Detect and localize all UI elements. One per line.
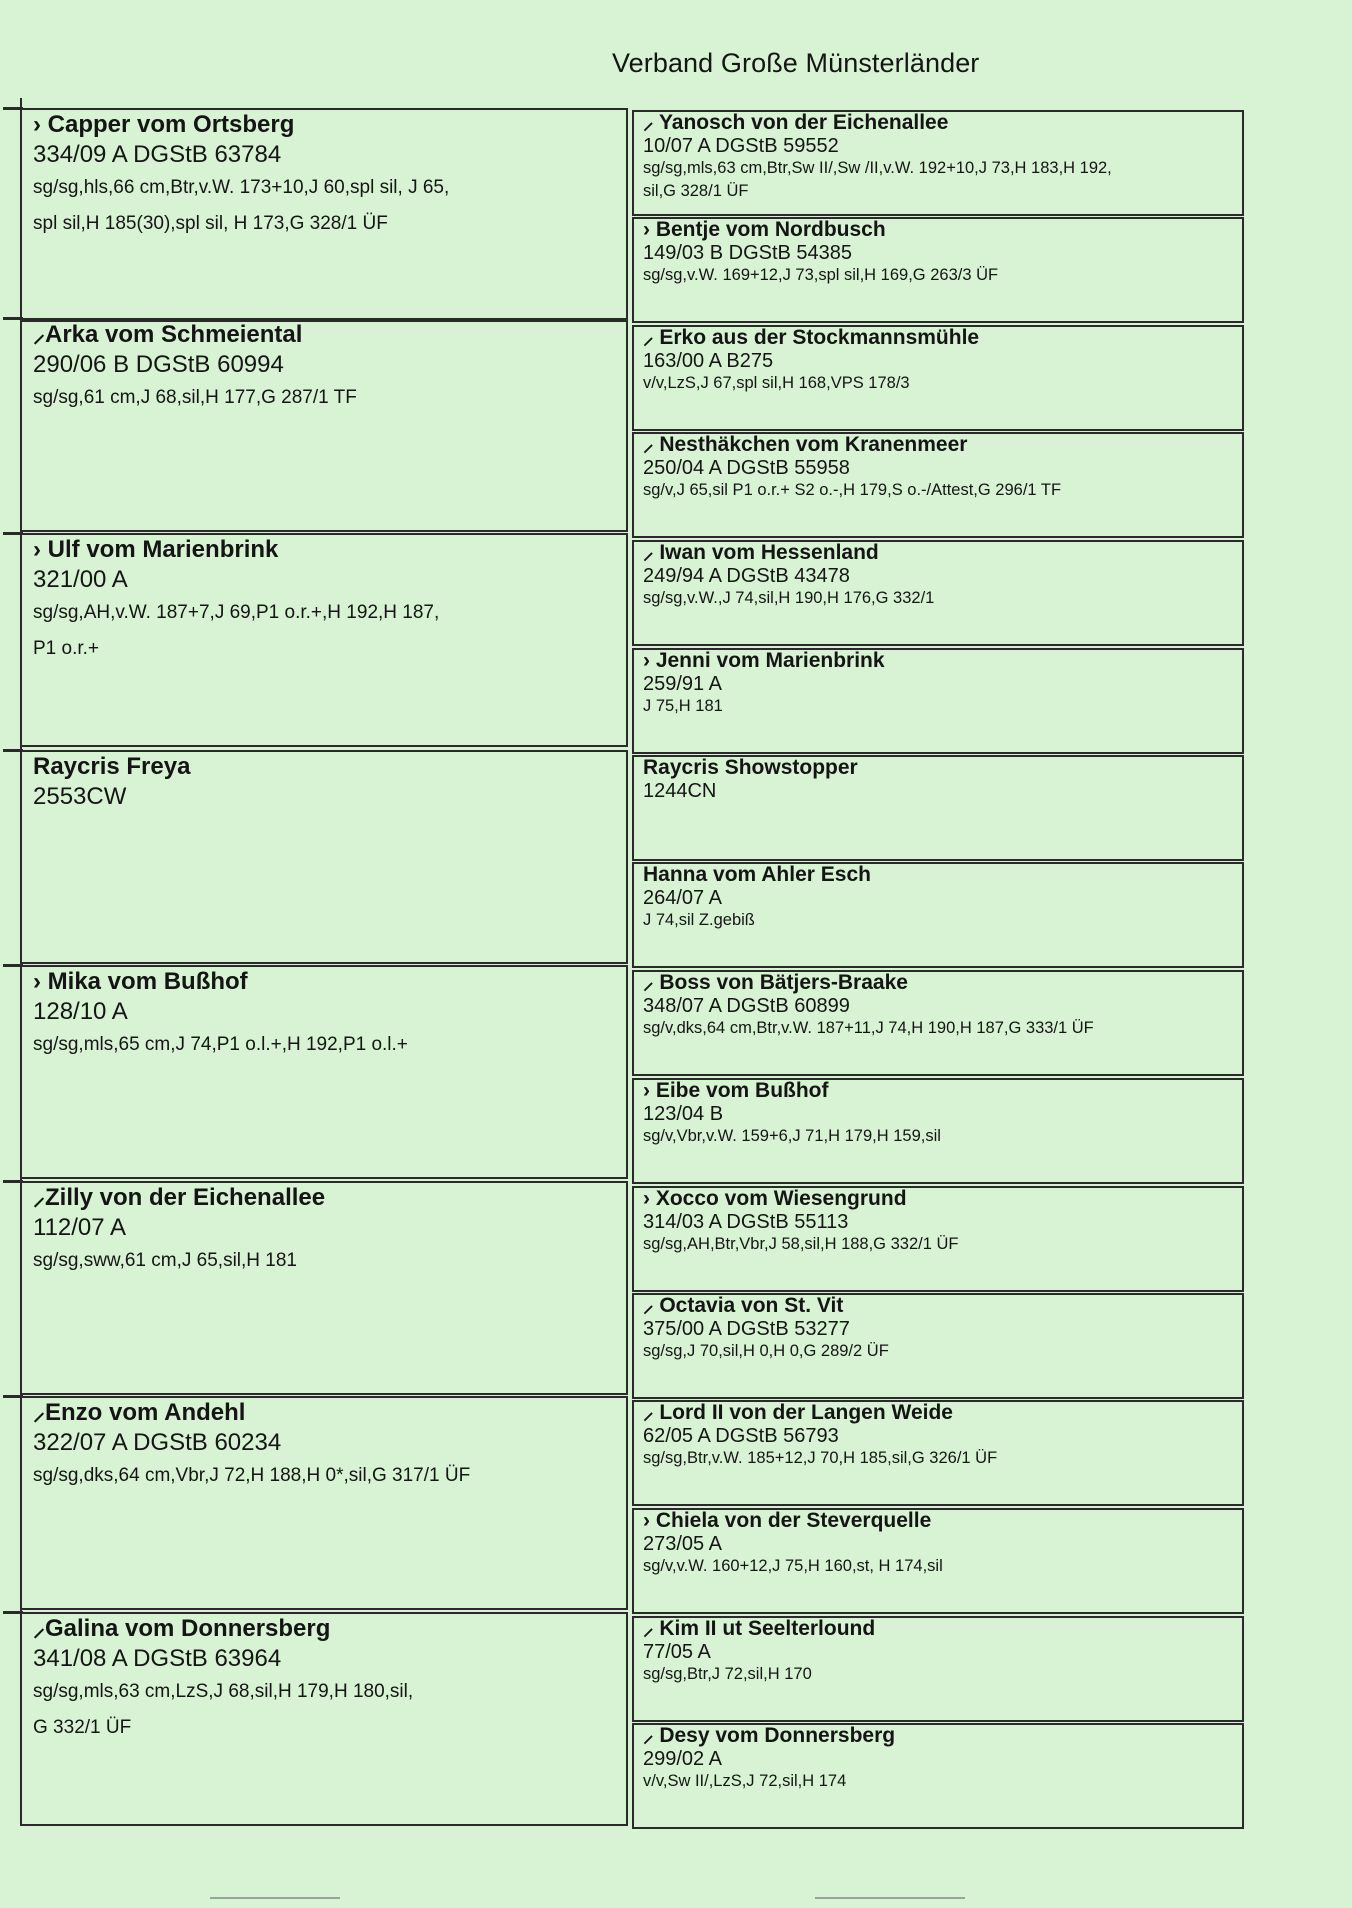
dog-details: sg/sg,v.W.,J 74,sil,H 190,H 176,G 332/1 bbox=[643, 589, 935, 607]
dog-name: ⸝ Iwan vom Hessenland bbox=[643, 541, 879, 564]
dog-name: ⸝Enzo vom Andehl bbox=[33, 1399, 246, 1426]
grandparent-entry bbox=[643, 1187, 958, 1256]
dog-registration: 163/00 A B275 bbox=[643, 350, 774, 372]
dog-name: ⸝Arka vom Schmeiental bbox=[33, 321, 303, 348]
dog-registration: 273/05 A bbox=[643, 1533, 722, 1555]
dog-name: › Jenni vom Marienbrink bbox=[643, 649, 885, 672]
grandparent-entry bbox=[643, 1401, 997, 1470]
dog-name: ⸝ Erko aus der Stockmannsmühle bbox=[643, 326, 980, 349]
dog-details: P1 o.r.+ bbox=[33, 638, 100, 659]
dog-name: ⸝Galina vom Donnersberg bbox=[33, 1615, 331, 1642]
left-tick-mark bbox=[3, 1611, 23, 1614]
dog-details: sg/v,v.W. 160+12,J 75,H 160,st, H 174,sil bbox=[643, 1557, 943, 1575]
dog-details: sg/sg,dks,64 cm,Vbr,J 72,H 188,H 0*,sil,G 317/1 ÜF bbox=[33, 1465, 471, 1486]
dog-name: › Chiela von der Steverquelle bbox=[643, 1509, 932, 1532]
parent-entry bbox=[33, 1398, 470, 1494]
footer-mark bbox=[210, 1897, 340, 1899]
dog-details: sg/v,J 65,sil P1 o.r.+ S2 o.-,H 179,S o.-/Attest,G 296/1 TF bbox=[643, 481, 1062, 499]
grandparent-entry bbox=[643, 1724, 895, 1793]
dog-details: sg/sg,mls,63 cm,Btr,Sw II/,Sw /II,v.W. 192+10,J 73,H 183,H 192, bbox=[643, 159, 1112, 177]
dog-details: sg/sg,J 70,sil,H 0,H 0,G 289/2 ÜF bbox=[643, 1342, 889, 1360]
dog-details: spl sil,H 185(30),spl sil, H 173,G 328/1 ÜF bbox=[33, 213, 388, 234]
dog-details: sil,G 328/1 ÜF bbox=[643, 182, 749, 200]
grandparent-entry bbox=[643, 1294, 889, 1363]
left-tick-mark bbox=[3, 317, 23, 320]
grandparent-entry bbox=[643, 1079, 941, 1148]
dog-registration: 62/05 A DGStB 56793 bbox=[643, 1425, 839, 1447]
footer-mark bbox=[815, 1897, 965, 1899]
dog-registration: 264/07 A bbox=[643, 887, 722, 909]
left-tick-mark bbox=[3, 1395, 23, 1398]
dog-registration: 249/94 A DGStB 43478 bbox=[643, 565, 850, 587]
parent-entry bbox=[33, 320, 357, 416]
dog-name: Hanna vom Ahler Esch bbox=[643, 863, 871, 886]
dog-details: sg/sg,Btr,v.W. 185+12,J 70,H 185,sil,G 326/1 ÜF bbox=[643, 1449, 998, 1467]
dog-details: sg/sg,mls,65 cm,J 74,P1 o.l.+,H 192,P1 o.l.+ bbox=[33, 1034, 408, 1055]
dog-details: sg/sg,Btr,J 72,sil,H 170 bbox=[643, 1665, 812, 1683]
dog-details: sg/sg,sww,61 cm,J 65,sil,H 181 bbox=[33, 1250, 297, 1271]
dog-name: › Mika vom Bußhof bbox=[33, 968, 248, 995]
dog-name: ⸝ Nesthäkchen vom Kranenmeer bbox=[643, 433, 968, 456]
dog-details: sg/sg,AH,Btr,Vbr,J 58,sil,H 188,G 332/1 ÜF bbox=[643, 1235, 959, 1253]
dog-registration: 77/05 A bbox=[643, 1641, 711, 1663]
grandparent-entry bbox=[643, 756, 858, 802]
dog-registration: 299/02 A bbox=[643, 1748, 722, 1770]
dog-name: › Bentje vom Nordbusch bbox=[643, 218, 886, 241]
grandparent-entry bbox=[643, 1509, 943, 1578]
dog-details: sg/sg,mls,63 cm,LzS,J 68,sil,H 179,H 180,sil, bbox=[33, 1681, 414, 1702]
dog-details: sg/sg,61 cm,J 68,sil,H 177,G 287/1 TF bbox=[33, 387, 357, 408]
dog-details: J 74,sil Z.gebiß bbox=[643, 911, 755, 929]
dog-name: ⸝ Boss von Bätjers-Braake bbox=[643, 971, 908, 994]
dog-name: ⸝ Kim II ut Seelterlound bbox=[643, 1617, 876, 1640]
grandparent-entry bbox=[643, 971, 1094, 1040]
dog-name: ⸝ Desy vom Donnersberg bbox=[643, 1724, 896, 1747]
dog-registration: 123/04 B bbox=[643, 1103, 724, 1125]
dog-registration: 128/10 A bbox=[33, 998, 128, 1025]
left-tick-mark bbox=[3, 532, 23, 535]
left-tick-mark bbox=[3, 749, 23, 752]
dog-name: › Xocco vom Wiesengrund bbox=[643, 1187, 907, 1210]
grandparent-entry bbox=[643, 218, 998, 287]
dog-details: J 75,H 181 bbox=[643, 697, 723, 715]
dog-details: v/v,Sw II/,LzS,J 72,sil,H 174 bbox=[643, 1772, 847, 1790]
dog-name: Raycris Freya bbox=[33, 753, 191, 780]
page-title: Verband Große Münsterländer bbox=[612, 48, 980, 78]
dog-registration: 321/00 A bbox=[33, 566, 128, 593]
dog-registration: 290/06 B DGStB 60994 bbox=[33, 351, 284, 378]
dog-details: sg/v,dks,64 cm,Btr,v.W. 187+11,J 74,H 190,H 187,G 333/1 ÜF bbox=[643, 1019, 1094, 1037]
dog-details: sg/sg,v.W. 169+12,J 73,spl sil,H 169,G 263/3 ÜF bbox=[643, 266, 999, 284]
dog-registration: 112/07 A bbox=[33, 1214, 126, 1241]
dog-name: › Ulf vom Marienbrink bbox=[33, 536, 279, 563]
dog-name: ⸝ Octavia von St. Vit bbox=[643, 1294, 844, 1317]
grandparent-entry bbox=[643, 649, 885, 718]
parent-entry bbox=[33, 110, 449, 242]
grandparent-entry bbox=[643, 541, 934, 610]
dog-registration: 2553CW bbox=[33, 783, 127, 810]
dog-registration: 149/03 B DGStB 54385 bbox=[643, 242, 853, 264]
dog-name: ⸝ Yanosch von der Eichenallee bbox=[643, 111, 949, 134]
dog-registration: 10/07 A DGStB 59552 bbox=[643, 135, 839, 157]
dog-name: ⸝ Lord II von der Langen Weide bbox=[643, 1401, 953, 1424]
dog-registration: 348/07 A DGStB 60899 bbox=[643, 995, 850, 1017]
parent-entry bbox=[33, 1183, 325, 1279]
dog-name: › Capper vom Ortsberg bbox=[33, 111, 295, 138]
parent-entry bbox=[33, 967, 408, 1063]
dog-registration: 322/07 A DGStB 60234 bbox=[33, 1429, 282, 1456]
parent-entry bbox=[33, 1614, 413, 1746]
grandparent-entry bbox=[643, 1617, 875, 1686]
left-tick-mark bbox=[3, 1180, 23, 1183]
dog-registration: 1244CN bbox=[643, 780, 717, 802]
dog-details: sg/sg,AH,v.W. 187+7,J 69,P1 o.r.+,H 192,H 187, bbox=[33, 602, 440, 623]
dog-registration: 250/04 A DGStB 55958 bbox=[643, 457, 850, 479]
dog-name: ⸝Zilly von der Eichenallee bbox=[33, 1184, 326, 1211]
parent-entry bbox=[33, 752, 190, 812]
dog-registration: 259/91 A bbox=[643, 673, 722, 695]
dog-details: v/v,LzS,J 67,spl sil,H 168,VPS 178/3 bbox=[643, 374, 910, 392]
grandparent-entry bbox=[643, 433, 1061, 502]
grandparent-entry bbox=[643, 111, 1112, 203]
grandparent-entry bbox=[643, 863, 871, 932]
dog-name: Raycris Showstopper bbox=[643, 756, 858, 779]
dog-registration: 334/09 A DGStB 63784 bbox=[33, 141, 282, 168]
dog-details: G 332/1 ÜF bbox=[33, 1717, 132, 1738]
parent-entry bbox=[33, 535, 439, 667]
grandparent-entry bbox=[643, 326, 979, 395]
left-tick-mark bbox=[3, 107, 23, 110]
dog-details: sg/sg,hls,66 cm,Btr,v.W. 173+10,J 60,spl sil, J 65, bbox=[33, 177, 450, 198]
dog-name: › Eibe vom Bußhof bbox=[643, 1079, 829, 1102]
dog-registration: 341/08 A DGStB 63964 bbox=[33, 1645, 282, 1672]
dog-registration: 314/03 A DGStB 55113 bbox=[643, 1211, 849, 1233]
dog-details: sg/v,Vbr,v.W. 159+6,J 71,H 179,H 159,sil bbox=[643, 1127, 941, 1145]
left-tick-mark bbox=[3, 964, 23, 967]
dog-registration: 375/00 A DGStB 53277 bbox=[643, 1318, 850, 1340]
